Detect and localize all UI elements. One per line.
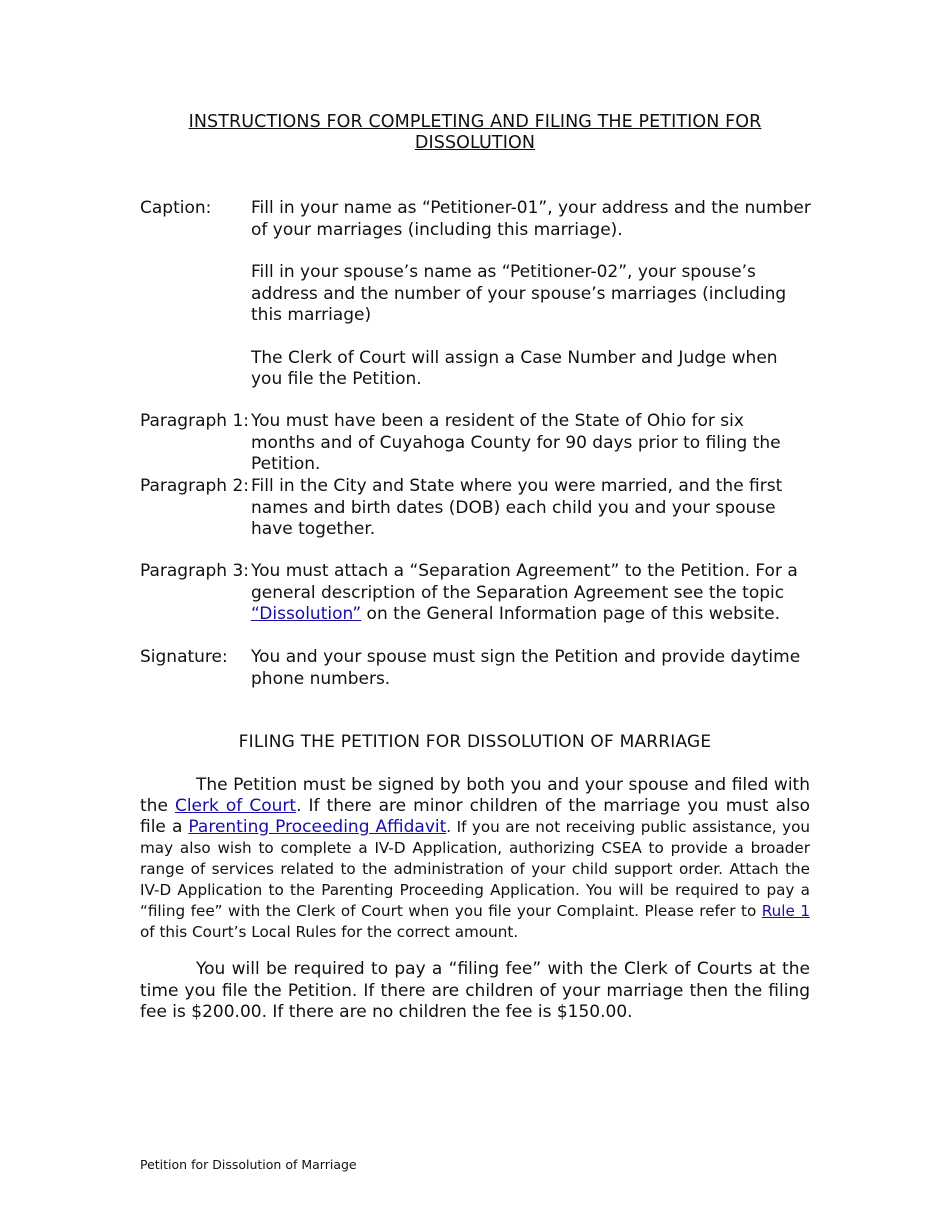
entry-text: You must have been a resident of the State of Ohio for six months and of Cuyahoga County for 90 days prior to filing the Petition. bbox=[251, 411, 781, 474]
filing-text-part: of this Court’s Local Rules for the correct amount. bbox=[140, 923, 519, 941]
entry-text-part: You must attach a “Separation Agreement” to the Petition. For a general description of the Separation Agreement see the topic bbox=[251, 561, 798, 603]
rule-1-link[interactable]: Rule 1 bbox=[761, 902, 810, 920]
page-footer: Petition for Dissolution of Marriage bbox=[140, 1157, 357, 1172]
document-title: INSTRUCTIONS FOR COMPLETING AND FILING THE PETITION FOR DISSOLUTION bbox=[188, 112, 762, 153]
entry-paragraph-3 bbox=[140, 561, 812, 626]
entry-body bbox=[251, 476, 812, 541]
dissolution-link[interactable]: “Dissolution” bbox=[251, 604, 362, 624]
entry-body bbox=[251, 647, 812, 690]
entry-body bbox=[251, 198, 812, 391]
entry-text: Fill in your name as “Petitioner-01”, your address and the number of your marriages (including this marriage). bbox=[251, 198, 811, 240]
parenting-affidavit-link[interactable]: Parenting Proceeding Affidavit bbox=[188, 817, 447, 837]
section-heading: FILING THE PETITION FOR DISSOLUTION OF MARRIAGE bbox=[238, 732, 712, 752]
entry-label: Paragraph 3: bbox=[140, 561, 250, 581]
entry-text: You and your spouse must sign the Petition and provide daytime phone numbers. bbox=[251, 647, 801, 689]
entry-label: Paragraph 1: bbox=[140, 411, 250, 431]
entry-label: Caption: bbox=[140, 198, 212, 218]
entry-text: Fill in your spouse’s name as “Petitioner-02”, your spouse’s address and the number of your spouse’s marriages (including this marriage) bbox=[251, 262, 787, 325]
fee-paragraph: You will be required to pay a “filing fee” with the Clerk of Courts at the time you file the Petition. If there are children of your marriage then the filing fee is $200.00. If there are no children the fee is $150.00. bbox=[140, 959, 810, 1022]
filing-paragraph bbox=[140, 775, 810, 943]
entry-label: Paragraph 2: bbox=[140, 476, 250, 496]
entry-text: Fill in the City and State where you were married, and the first names and birth dates (DOB) each child you and your spouse have together. bbox=[251, 476, 783, 539]
entry-body bbox=[251, 411, 812, 476]
entry-text: The Clerk of Court will assign a Case Number and Judge when you file the Petition. bbox=[251, 347, 778, 389]
entry-paragraph-1 bbox=[140, 411, 812, 476]
filing-text: The Petition must be signed by both you and your spouse and filed with the bbox=[140, 775, 810, 816]
entry-caption bbox=[140, 198, 812, 391]
entry-body bbox=[251, 561, 812, 626]
filing-text-part: . If you are not receiving public assistance, you may also wish to complete a IV-D Application, authorizing CSEA to provide a broader range of services related to the administration of your child support order. Attach the IV-D Application to the Parenting Proceeding Application. You will be required to pay a “filing fee” with the Clerk of Court when you file your Complaint. Please refer to bbox=[140, 818, 810, 920]
entry-label: Signature: bbox=[140, 647, 228, 667]
filing-text: . If there are minor children of the marriage you must also file a bbox=[140, 796, 811, 837]
clerk-of-court-link[interactable]: Clerk of Court bbox=[174, 796, 297, 816]
entry-paragraph-2 bbox=[140, 476, 812, 541]
entry-text-part: on the General Information page of this website. bbox=[361, 604, 780, 624]
entry-signature bbox=[140, 647, 812, 690]
entry-text bbox=[251, 561, 812, 626]
